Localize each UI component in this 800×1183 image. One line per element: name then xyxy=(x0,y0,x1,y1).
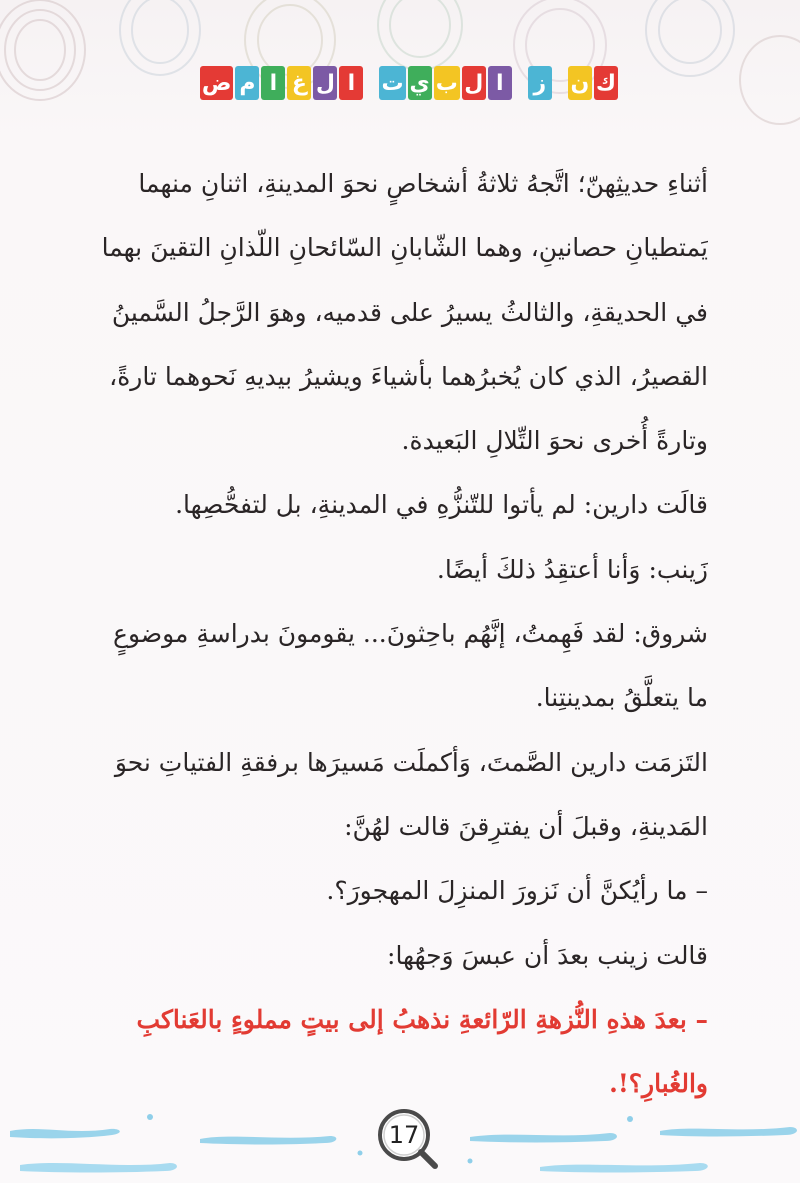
text-line: ما يتعلَّقُ بمدينتِنا. xyxy=(535,683,708,713)
title-letter: ن xyxy=(568,66,592,100)
text-line: – ما رأيُكنَّ أن نَزورَ المنزِلَ المهجورَ؟. xyxy=(326,876,708,906)
title-letter: ز xyxy=(528,66,552,100)
book-title xyxy=(200,66,618,100)
title-letter: ك xyxy=(594,66,618,100)
text-line: القصيرُ، الذي كان يُخبرُهما بأشياءَ ويشيرُ بيديهِ نَحوهما تارةً، xyxy=(109,361,708,391)
highlighted-dialogue-line: والغُبارِ؟!. xyxy=(609,1069,708,1099)
text-line: زَينب: وَأنا أعتقِدُ ذلكَ أيضًا. xyxy=(436,554,708,584)
title-letter: ل xyxy=(313,66,337,100)
title-letter: ا xyxy=(339,66,363,100)
title-letter: ي xyxy=(408,66,432,100)
text-line: أثناءِ حديثِهنّ؛ اتَّجهُ ثلاثةُ أشخاصٍ نحوَ المدينةِ، اثنانِ منهما xyxy=(138,169,708,198)
title-letter: ا xyxy=(488,66,512,100)
text-line: التَزمَت دارين الصَّمتَ، وَأكملَت مَسيرَها برفقةِ الفتياتِ نحوَ xyxy=(114,747,708,777)
story-text xyxy=(96,152,708,1116)
text-line: قالت زينب بعدَ أن عبسَ وَجهُها: xyxy=(387,940,708,970)
title-letter: ض xyxy=(200,66,234,100)
text-line: المَدينةِ، وقبلَ أن يفترِقنَ قالت لهُنَّ: xyxy=(344,811,708,841)
text-line: شروق: لقد فَهِمتُ، إنَّهُم باحِثونَ... يقومونَ بدراسةِ موضوعٍ xyxy=(113,619,708,649)
page-number: 17 xyxy=(388,1121,420,1149)
book-title-banner xyxy=(0,66,800,110)
title-letter: ل xyxy=(462,66,486,100)
title-letter: ت xyxy=(379,66,405,100)
text-line: في الحديقةِ، والثالثُ يسيرُ على قدميه، وهوَ الرَّجلُ السَّمينُ xyxy=(111,297,708,327)
text-line: وتارةً أُخرى نحوَ التِّلالِ البَعيدة. xyxy=(401,426,708,456)
text-line: يَمتطيانِ حصانينِ، وهما الشّابانِ السّائحانِ اللّذانِ التقينَ بهما xyxy=(101,233,708,263)
title-space xyxy=(514,66,526,100)
page-number-badge xyxy=(377,1108,437,1168)
title-letter: م xyxy=(235,66,259,100)
text-line: قالَت دارين: لم يأتوا للتّنزُّهِ في المدينةِ، بل لتفحُّصِها. xyxy=(175,490,708,520)
title-letter: غ xyxy=(287,66,311,100)
title-letter: ا xyxy=(261,66,285,100)
title-letter: ب xyxy=(434,66,460,100)
title-space xyxy=(365,66,377,100)
title-space xyxy=(554,66,566,100)
highlighted-dialogue-line: – بعدَ هذهِ النُّزهةِ الرّائعةِ نذهبُ إلى بيتٍ مملوءٍ بالعَناكبِ xyxy=(136,1004,708,1034)
